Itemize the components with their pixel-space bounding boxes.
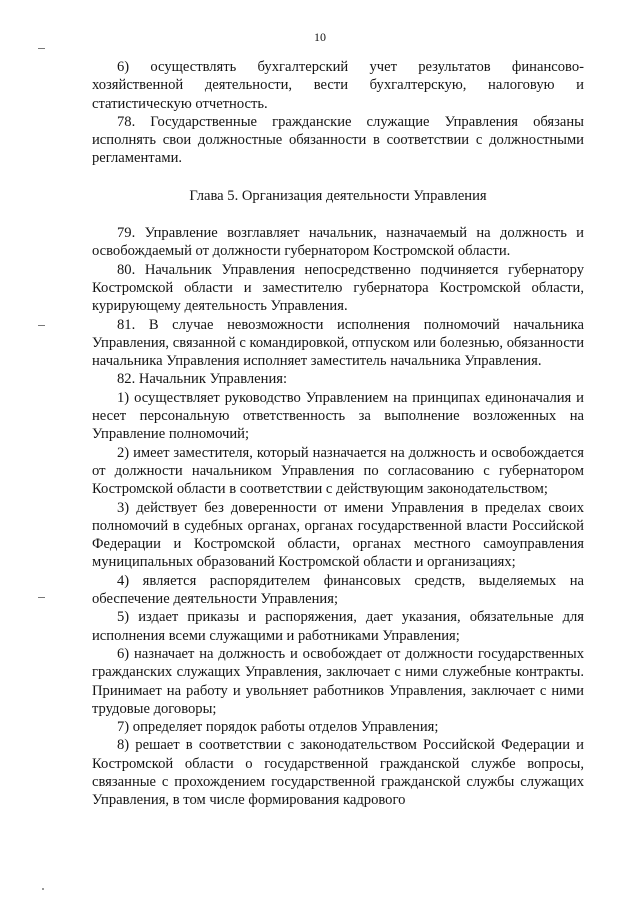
paragraph: 78. Государственные гражданские служащие Управления обязаны исполнять свои должностные обязанности в соответствии с должностными регламентами. — [92, 113, 584, 167]
list-item: 6) назначает на должность и освобождает от должности государственных гражданских служащих Управления, заключает с ними служебные контракты. Принимает на работу и увольняет работников Управления, заключает с ними трудовые договоры; — [92, 645, 584, 717]
paragraph: 82. Начальник Управления: — [117, 371, 288, 388]
list-item: 7) определяет порядок работы отделов Управления; — [117, 719, 439, 736]
list-item: 8) решает в соответствии с законодательством Российской Федерации и Костромской области о государственной гражданской службе вопросы, связанные с прохождением государственной гражданской службы служащих Управления, в том числе формирования кадрового — [92, 737, 584, 809]
paragraph: 79. Управление возглавляет начальник, назначаемый на должность и освобождаемый от должности губернатором Костромской области. — [92, 225, 584, 260]
page-number: 10 — [314, 30, 326, 44]
paragraph: 6) осуществлять бухгалтерский учет результатов финансово-хозяйственной деятельности, вести бухгалтерскую, налоговую и статистическую отчетность. — [92, 59, 584, 112]
paragraph: 81. В случае невозможности исполнения полномочий начальника Управления, связанной с командировкой, отпуском или болезнью, обязанности начальника Управления исполняет заместитель начальника Управления. — [92, 316, 584, 370]
margin-mark — [38, 325, 45, 326]
list-item: 5) издает приказы и распоряжения, дает указания, обязательные для исполнения всеми служащими и работниками Управления; — [92, 609, 584, 644]
chapter-heading: Глава 5. Организация деятельности Управления — [189, 187, 487, 204]
list-item: 3) действует без доверенности от имени Управления в пределах своих полномочий в судебных органах, органах государственной власти Российской Федерации и Костромской области, органах местного самоуправления муниципальных образований Костромской области и организациях; — [92, 499, 584, 571]
list-item: 1) осуществляет руководство Управлением на принципах единоначалия и несет персональную ответственность за выполнение возложенных на Управление полномочий; — [92, 389, 584, 443]
list-item: 2) имеет заместителя, который назначается на должность и освобождается от должности начальником Управления по согласованию с губернатором Костромской области в соответствии с действующим законодательством; — [92, 444, 584, 498]
margin-mark — [38, 597, 45, 598]
margin-mark — [38, 48, 45, 49]
list-item: 4) является распорядителем финансовых средств, выделяемых на обеспечение деятельности Управления; — [92, 572, 584, 608]
margin-mark — [42, 888, 44, 890]
paragraph: 80. Начальник Управления непосредственно подчиняется губернатору Костромской области и заместителю губернатора Костромской области, курирующему деятельность Управления. — [92, 261, 584, 315]
document-body — [92, 58, 584, 810]
